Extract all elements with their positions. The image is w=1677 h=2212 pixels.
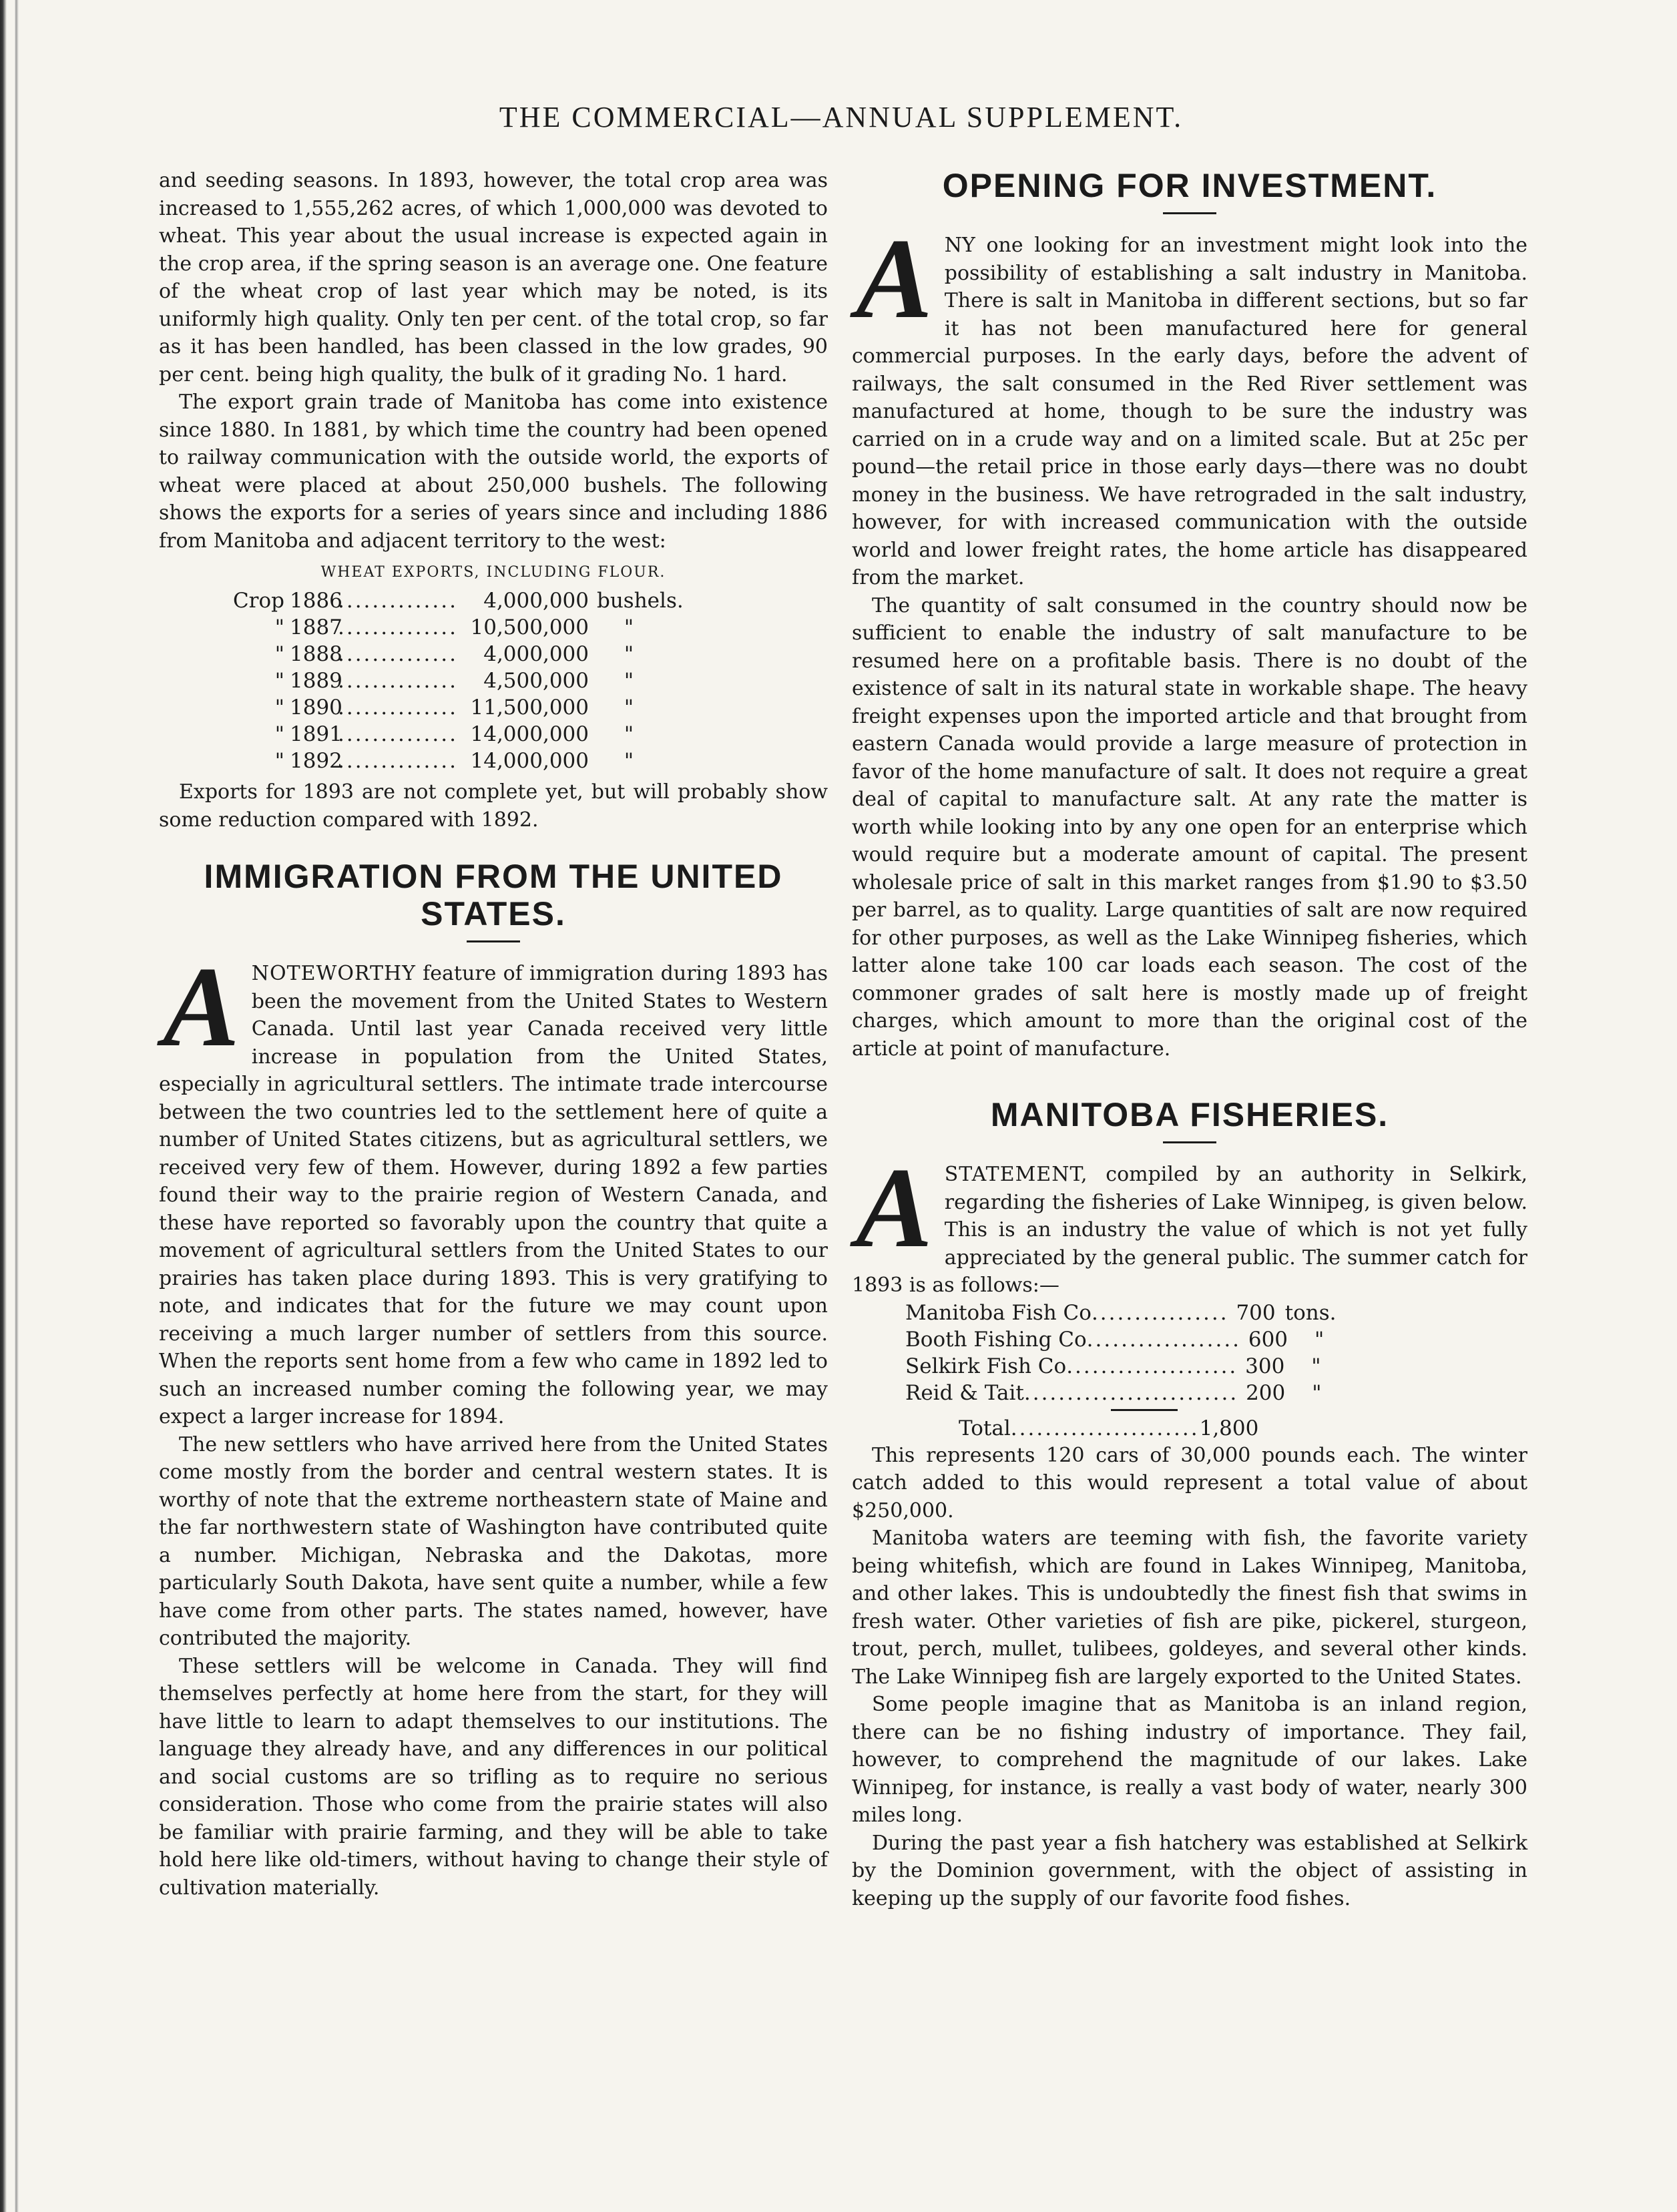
fisheries-paragraph-4: Some people imagine that as Manitoba is an inland region, there can be no fishing industry of importance. They fail, however, to comprehend the magnitude of our lakes. Lake Winnipeg, for instance, is really a vast body of water, nearly 300 miles long. — [852, 1693, 1527, 1827]
sum-rule — [1111, 1409, 1178, 1411]
fisheries-section-title: MANITOBA FISHERIES. — [990, 1096, 1389, 1133]
export-year: 1886 — [290, 589, 342, 613]
catch-tons: 200 — [1246, 1380, 1286, 1405]
investment-section-title: OPENING FOR INVESTMENT. — [942, 167, 1437, 204]
leader-dots: .............. — [338, 722, 458, 746]
leader-dots: .............. — [338, 749, 458, 773]
catch-total-value: 1,800 — [1199, 1416, 1259, 1440]
immigration-paragraph-3: These settlers will be welcome in Canada. They will find themselves perfectly at home here from the start, for they will have little to learn to adapt themselves to our institutions. The language they already have, and any differences in our political and social customs are so trifling as to require no serious consideration. Those who come from the prairie states will also be familiar with prairie farming, and they will be able to take hold here like old-timers, without having to change their style of cultivation materially. — [159, 1654, 828, 1900]
leader-dots: .............. — [338, 615, 458, 639]
catch-total-dots: ...................... — [1010, 1416, 1200, 1440]
catch-tons: 600 — [1248, 1327, 1288, 1352]
export-year: 1892 — [290, 749, 342, 773]
export-unit: " — [624, 722, 634, 746]
leader-dots: ................ — [1091, 1300, 1229, 1325]
export-value: 4,000,000 — [483, 589, 589, 613]
export-value: 14,000,000 — [470, 749, 589, 773]
catch-unit: " — [1311, 1354, 1321, 1378]
exports-1893-paragraph: Exports for 1893 are not complete yet, but will probably show some reduction compared with 1892. — [159, 780, 828, 832]
title-rule — [467, 940, 520, 942]
export-value: 10,500,000 — [470, 615, 589, 639]
fisheries-paragraph-3: Manitoba waters are teeming with fish, the favorite variety being whitefish, which are found in Lakes Winnipeg, Manitoba, and other lakes. This is undoubtedly the finest fish that swims in fresh water. Other varieties of fish are pike, pickerel, sturgeon, trout, perch, mullet, tulibees, goldeyes, and several other kinds. The Lake Winnipeg fish are largely exported to the United States. — [852, 1527, 1527, 1689]
leader-dots: .................... — [1066, 1354, 1238, 1378]
left-column — [159, 167, 828, 1902]
immigration-section-title: IMMIGRATION FROM THE UNITED STATES. — [204, 858, 783, 932]
export-value: 11,500,000 — [470, 696, 589, 720]
fisheries-paragraph-2: This represents 120 cars of 30,000 pounds each. The winter catch added to this would represent a total value of about $250,000. — [852, 1443, 1527, 1523]
catch-row — [905, 1300, 1527, 1326]
export-crop-label: " — [274, 642, 284, 666]
catch-row — [905, 1326, 1527, 1353]
export-unit: " — [624, 642, 634, 666]
export-unit: " — [624, 669, 634, 693]
export-crop-label: " — [274, 696, 284, 720]
catch-unit: " — [1312, 1380, 1322, 1405]
export-row — [216, 587, 828, 614]
catch-unit: tons. — [1284, 1300, 1337, 1325]
export-unit: " — [624, 615, 634, 639]
catch-tons: 700 — [1236, 1300, 1276, 1325]
export-crop-label: " — [274, 669, 284, 693]
drop-cap-letter: A — [856, 216, 933, 342]
drop-cap-letter: A — [163, 944, 240, 1071]
fisheries-paragraph-1-text: compiled by an authority in Selkirk, regarding the fisheries of Lake Winnipeg, is given below. This is an industry the value of which is not yet fully appreciated by the general public. The summer catch for 1893 is as follows:— — [852, 1163, 1527, 1297]
export-value: 4,000,000 — [483, 642, 589, 666]
export-unit: " — [624, 749, 634, 773]
export-row — [216, 641, 828, 667]
export-value: 14,000,000 — [470, 722, 589, 746]
export-crop-label: " — [274, 722, 284, 746]
drop-cap-letter: A — [856, 1145, 933, 1272]
export-crop-label: " — [274, 749, 284, 773]
leader-dots: .............. — [338, 669, 458, 693]
crop-area-paragraph: and seeding seasons. In 1893, however, the total crop area was increased to 1,555,262 acres, of which 1,000,000 was devoted to wheat. This year about the usual increase is expected again in the crop area, if the spring season is an average one. One feature of the wheat crop of last year which may be noted, is its uniformly high quality. Only ten per cent. of the total crop, so far as it has been handled, has been classed in the low grades, 90 per cent. being high quality, the bulk of it grading No. 1 hard. — [159, 169, 828, 386]
export-row — [216, 694, 828, 721]
investment-paragraph-2: The quantity of salt consumed in the country should now be sufficient to enable the industry of salt manufacture to be resumed here on a profitable basis. There is no doubt of the existence of salt in its natural state in workable shape. The heavy freight expenses upon the imported article and that brought from eastern Canada would provide a large measure of protection in favor of the home manufacture of salt. It does not require a great deal of capital to manufacture salt. At any rate the matter is worth while looking into by any one open for an enterprise which would require but a moderate amount of capital. The present wholesale price of salt in this market ranges from $1.90 to $3.50 per barrel, as to quality. Large quantities of salt are now required for other purposes, as well as the Lake Winnipeg fisheries, which latter alone take 100 car loads each season. The cost of the commoner grades of salt here is mostly made up of freight charges, which amount to more than the original cost of the article at point of manufacture. — [852, 593, 1527, 1061]
wheat-exports-caption: WHEAT EXPORTS, INCLUDING FLOUR. — [320, 564, 666, 581]
leader-dots: .................. — [1086, 1327, 1242, 1352]
export-trade-paragraph: The export grain trade of Manitoba has come into existence since 1880. In 1881, by which time the country had been opened to railway communication with the outside world, the exports of wheat were placed at about 250,000 bushels. The following shows the exports for a series of years since and including 1886 from Manitoba and adjacent territory to the west: — [159, 390, 828, 553]
wheat-exports-table — [216, 587, 828, 774]
export-row — [216, 721, 828, 748]
export-row — [216, 667, 828, 694]
catch-total-label: Total — [959, 1416, 1011, 1440]
leader-dots: .............. — [338, 589, 458, 613]
leader-dots: .............. — [338, 642, 458, 666]
catch-unit: " — [1314, 1327, 1325, 1352]
immigration-paragraph-1 — [159, 944, 828, 1431]
export-row — [216, 614, 828, 641]
export-unit: bushels. — [597, 589, 684, 613]
catch-total-row — [905, 1415, 1527, 1442]
export-crop-label: Crop — [232, 589, 284, 613]
fisheries-paragraph-1 — [852, 1145, 1527, 1300]
leader-dots: .............. — [338, 696, 458, 720]
summer-catch-table — [905, 1300, 1527, 1406]
export-year: 1891 — [290, 722, 342, 746]
export-year: 1889 — [290, 669, 342, 693]
running-head: THE COMMERCIAL—ANNUAL SUPPLEMENT. — [499, 101, 1184, 133]
export-crop-label: " — [274, 615, 284, 639]
company-name: Selkirk Fish Co — [905, 1354, 1067, 1378]
catch-tons: 300 — [1245, 1354, 1285, 1378]
company-name: Booth Fishing Co — [905, 1327, 1087, 1352]
lead-word: STATEMENT, — [944, 1163, 1088, 1186]
export-year: 1890 — [290, 696, 342, 720]
title-rule — [1163, 1141, 1216, 1143]
export-year: 1888 — [290, 642, 342, 666]
export-value: 4,500,000 — [483, 669, 589, 693]
page-binding-edge — [0, 0, 27, 2212]
export-row — [216, 748, 828, 774]
investment-paragraph-1-text: NY one looking for an investment might look into the possibility of establishing a salt industry in Manitoba. There is salt in Manitoba in different sections, but so far it has not been manufactured here for general commercial purposes. In the early days, before the advent of railways, the salt consumed in the Red River settlement was manufactured at home, though to be sure the industry was carried on in a crude way and on a limited scale. But at 25c per pound—the retail price in those early days—there was no doubt money in the business. We have retrograded in the salt industry, however, for with increased communication with the outside world and lower freight rates, the home article has disappeared from the market. — [852, 234, 1527, 589]
catch-row — [905, 1380, 1527, 1406]
company-name: Manitoba Fish Co — [905, 1300, 1092, 1325]
immigration-paragraph-2: The new settlers who have arrived here from the United States come mostly from the border and central western states. It is worthy of note that the extreme northeastern state of Maine and the far northwestern state of Washington have contributed quite a number. Michigan, Nebraska and the Dakotas, more particularly South Dakota, have sent quite a number, while a few have come from other parts. The states named, however, have contributed the majority. — [159, 1432, 828, 1650]
export-year: 1887 — [290, 615, 342, 639]
lead-word: NOTEWORTHY — [251, 962, 416, 985]
fisheries-paragraph-5: During the past year a fish hatchery was established at Selkirk by the Dominion government, with the object of assisting in keeping up the supply of our favorite food fishes. — [852, 1831, 1527, 1910]
leader-dots: ......................... — [1023, 1380, 1239, 1405]
immigration-paragraph-1-text: feature of immigration during 1893 has been the movement from the United States to Western Canada. Until last year Canada received very little increase in population from the United States, especially in agricultural settlers. The intimate trade intercourse between the two countries led to the settlement here of quite a number of United States citizens, but as agricultural settlers, we received very few of them. However, during 1892 a few parties found their way to the prairie region of Western Canada, and these have reported so favorably upon the country that quite a movement of agricultural settlers from the United States to our prairies has taken place during 1893. This is very gratifying to note, and indicates that for the future we may count upon receiving a much larger number of settlers from this source. When the reports sent home from a few who came in 1892 led to such an increased number coming the following year, we may expect a larger increase for 1894. — [159, 962, 828, 1428]
right-column — [852, 167, 1527, 1912]
catch-row — [905, 1353, 1527, 1380]
investment-paragraph-1 — [852, 216, 1527, 592]
export-unit: " — [624, 696, 634, 720]
title-rule — [1163, 212, 1216, 214]
company-name: Reid & Tait — [905, 1380, 1024, 1405]
